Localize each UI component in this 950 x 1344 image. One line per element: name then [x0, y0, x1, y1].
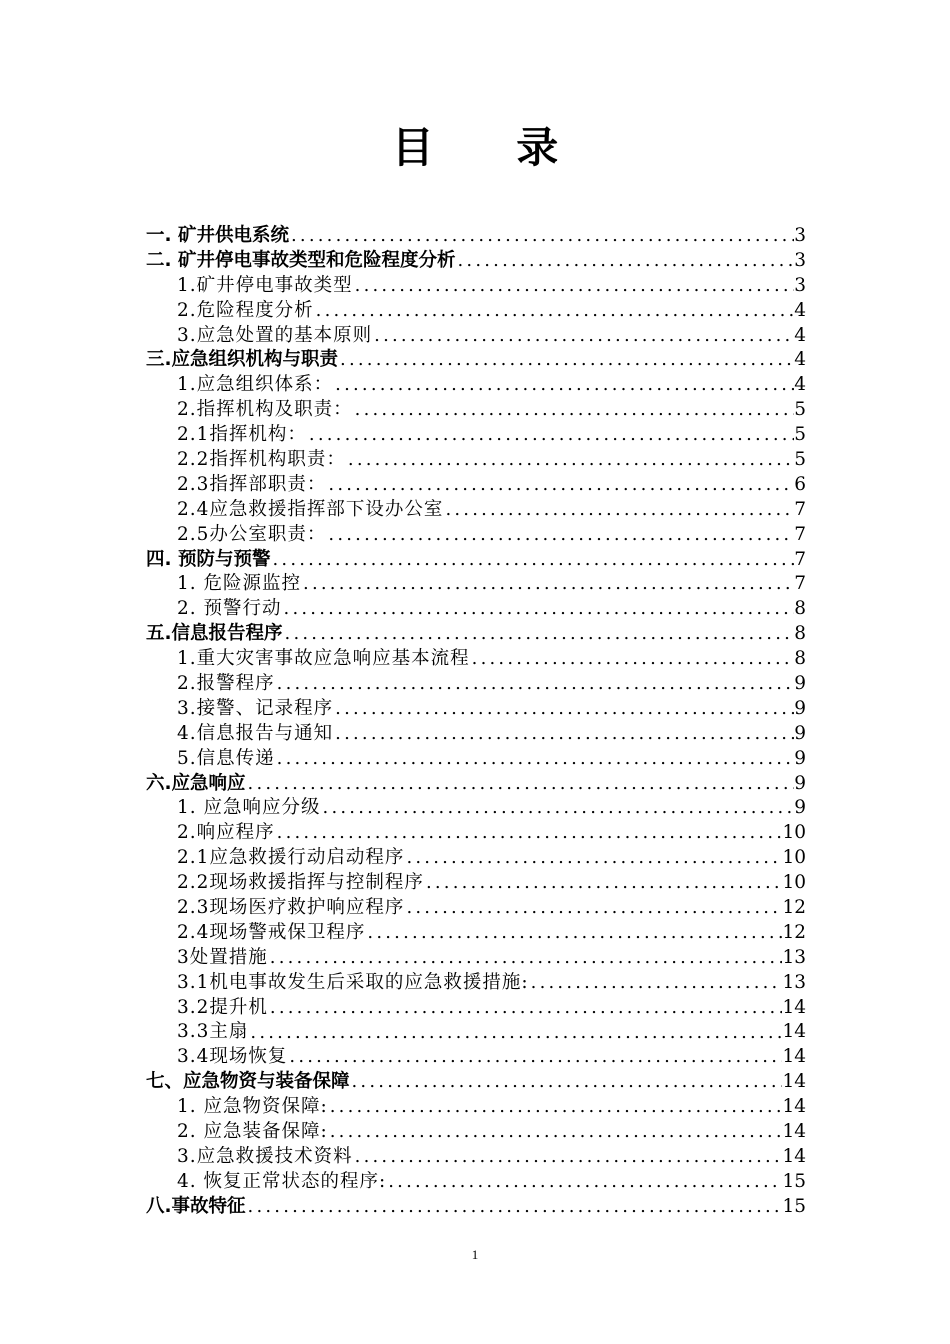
toc-entry-title: 5.信息传递: [177, 747, 275, 769]
toc-entry[interactable]: [146, 1170, 806, 1195]
toc-entry-title: 3.3主扇: [177, 1021, 249, 1043]
toc-entry-page: 14: [782, 1121, 806, 1143]
toc-entry-page: 4: [794, 324, 806, 346]
toc-entry[interactable]: [146, 224, 806, 249]
toc-entry[interactable]: [146, 1195, 806, 1220]
toc-entry-page: 15: [782, 1195, 806, 1217]
toc-entry-title: 八.事故特征: [146, 1195, 246, 1217]
toc-entry-title: 五.信息报告程序: [146, 623, 283, 645]
toc-entry-title: 六.应急响应: [146, 772, 246, 794]
dot-leader: [443, 498, 794, 523]
dot-leader: [246, 1195, 783, 1220]
toc-entry[interactable]: [146, 1021, 806, 1046]
toc-entry-title: 二. 矿井停电事故类型和危险程度分析: [146, 249, 456, 271]
dot-leader: [270, 548, 794, 573]
toc-entry-title: 1.重大灾害事故应急响应基本流程: [177, 648, 470, 670]
toc-entry[interactable]: [146, 996, 806, 1021]
toc-entry-page: 8: [794, 598, 806, 620]
toc-entry-title: 2.响应程序: [177, 822, 275, 844]
toc-entry-page: 14: [782, 1071, 806, 1093]
toc-entry[interactable]: [146, 722, 806, 747]
toc-entry-page: 3: [794, 249, 806, 271]
dot-leader: [338, 348, 794, 373]
toc-entry[interactable]: [146, 772, 806, 797]
toc-entry-page: 5: [794, 424, 806, 446]
toc-entry-title: 3.接警、记录程序: [177, 697, 334, 719]
toc-entry[interactable]: [146, 398, 806, 423]
toc-entry-title: 一. 矿井供电系统: [146, 224, 289, 246]
toc-entry-title: 2.2指挥机构职责：: [177, 449, 346, 470]
toc-entry[interactable]: [146, 846, 806, 871]
toc-entry[interactable]: [146, 622, 806, 647]
toc-entry-page: 4: [794, 349, 806, 371]
toc-entry-page: 4: [794, 374, 806, 396]
toc-entry[interactable]: [146, 1045, 806, 1070]
dot-leader: [404, 896, 782, 921]
toc-entry-page: 5: [794, 399, 806, 421]
toc-entry[interactable]: [146, 1095, 806, 1120]
toc-entry[interactable]: [146, 324, 806, 349]
toc-entry-title: 2.2现场救援指挥与控制程序: [177, 872, 424, 894]
toc-entry-title: 2. 预警行动: [177, 598, 282, 620]
toc-entry[interactable]: [146, 299, 806, 324]
toc-entry-page: 4: [794, 299, 806, 321]
dot-leader: [350, 1070, 783, 1095]
toc-entry-title: 3.2提升机: [177, 996, 268, 1018]
toc-entry[interactable]: [146, 1120, 806, 1145]
dot-leader: [333, 373, 794, 398]
toc-entry-title: 2.4应急救援指挥部下设办公室: [177, 498, 444, 520]
dot-leader: [268, 946, 783, 971]
toc-entry-title: 2.3现场医疗救护响应程序: [177, 897, 405, 919]
toc-entry-page: 9: [794, 747, 806, 769]
toc-entry-title: 2.3指挥部职责：: [177, 473, 327, 495]
dot-leader: [246, 772, 795, 797]
toc-entry[interactable]: [146, 473, 806, 498]
toc-entry-page: 15: [782, 1170, 806, 1192]
toc-entry-title: 2.1指挥机构：: [177, 424, 307, 446]
toc-entry[interactable]: [146, 796, 806, 821]
dot-leader: [289, 224, 794, 249]
toc-entry-page: 7: [794, 523, 806, 545]
dot-leader: [353, 274, 795, 299]
toc-entry[interactable]: [146, 896, 806, 921]
toc-entry-title: 七、应急物资与装备保障: [146, 1071, 350, 1093]
toc-entry-page: 7: [794, 548, 806, 570]
toc-entry-title: 2.5办公室职责：: [177, 523, 327, 545]
toc-entry-title: 1.矿井停电事故类型: [177, 274, 353, 296]
toc-entry-title: 3.1机电事故发生后采取的应急救援措施:: [177, 971, 529, 993]
toc-entry-title: 2.危险程度分析: [177, 299, 314, 321]
toc-entry[interactable]: [146, 672, 806, 697]
toc-entry[interactable]: [146, 498, 806, 523]
toc-entry-title: 2.报警程序: [177, 673, 275, 695]
toc-entry-page: 12: [782, 897, 806, 919]
toc-entry[interactable]: [146, 597, 806, 622]
dot-leader: [328, 1120, 783, 1145]
toc-entry-title: 1. 危险源监控: [177, 573, 302, 595]
toc-entry[interactable]: [146, 647, 806, 672]
dot-leader: [326, 473, 794, 498]
toc-entry-title: 3.应急救援技术资料: [177, 1145, 353, 1167]
dot-leader: [455, 249, 794, 274]
toc-entry[interactable]: [146, 373, 806, 398]
toc-entry-page: 3: [794, 274, 806, 296]
toc-entry-title: 3处置措施: [177, 946, 268, 968]
toc-entry-title: 四. 预防与预警: [146, 548, 271, 570]
toc-entry[interactable]: [146, 871, 806, 896]
toc-entry-page: 13: [782, 971, 806, 993]
toc-entry-page: 6: [794, 473, 806, 495]
dot-leader: [353, 398, 795, 423]
toc-entry[interactable]: [146, 971, 806, 996]
dot-leader: [283, 622, 795, 647]
toc-entry-title: 3.应急处置的基本原则: [177, 324, 373, 346]
toc-entry-page: 7: [794, 573, 806, 595]
toc-entry[interactable]: [146, 821, 806, 846]
toc-entry-title: 1.应急组织体系：: [177, 374, 334, 396]
toc-entry[interactable]: [146, 946, 806, 971]
page-title: 目 录: [391, 123, 593, 172]
dot-leader: [282, 597, 795, 622]
toc-entry-page: 9: [794, 697, 806, 719]
toc-entry[interactable]: [146, 697, 806, 722]
dot-leader: [275, 672, 795, 697]
dot-leader: [275, 747, 795, 772]
toc-entry-page: 10: [782, 847, 806, 869]
toc-entry-title: 4.信息报告与通知: [177, 722, 334, 744]
toc-entry[interactable]: [146, 1070, 806, 1095]
toc-entry[interactable]: [146, 921, 806, 946]
toc-entry[interactable]: [146, 747, 806, 772]
dot-leader: [346, 448, 794, 473]
toc-entry[interactable]: [146, 249, 806, 274]
toc-entry-page: 8: [794, 623, 806, 645]
toc-entry[interactable]: [146, 348, 806, 373]
toc-entry-title: 2.指挥机构及职责：: [177, 399, 353, 421]
toc-entry[interactable]: [146, 448, 806, 473]
toc-entry[interactable]: [146, 274, 806, 299]
dot-leader: [268, 996, 783, 1021]
dot-leader: [287, 1045, 782, 1070]
dot-leader: [365, 921, 782, 946]
dot-leader: [328, 1095, 783, 1120]
toc-entry-page: 14: [782, 1021, 806, 1043]
dot-leader: [529, 971, 783, 996]
dot-leader: [326, 523, 794, 548]
dot-leader: [333, 697, 794, 722]
toc-entry-title: 2. 应急装备保障:: [177, 1121, 328, 1143]
toc-entry-page: 14: [782, 1096, 806, 1118]
toc-entry-page: 13: [782, 946, 806, 968]
toc-entry-title: 4. 恢复正常状态的程序:: [177, 1170, 387, 1192]
page-number: 1: [471, 1247, 479, 1262]
dot-leader: [353, 1145, 783, 1170]
toc-entry[interactable]: [146, 548, 806, 573]
toc-entry-title: 1. 应急物资保障:: [177, 1096, 328, 1118]
dot-leader: [404, 846, 782, 871]
toc-entry-page: 7: [794, 498, 806, 520]
toc-entry-page: 9: [794, 772, 806, 794]
toc-entry-page: 9: [794, 722, 806, 744]
toc-entry-title: 2.1应急救援行动启动程序: [177, 847, 405, 869]
toc-entry-page: 12: [782, 921, 806, 943]
toc-entry[interactable]: [146, 1145, 806, 1170]
toc-entry-page: 14: [782, 1145, 806, 1167]
toc-entry-page: 5: [794, 449, 806, 470]
dot-leader: [424, 871, 783, 896]
dot-leader: [372, 324, 794, 349]
dot-leader: [248, 1021, 782, 1046]
toc-entry-title: 3.4现场恢复: [177, 1046, 288, 1068]
toc-entry-title: 三.应急组织机构与职责: [146, 349, 339, 371]
toc-entry-page: 3: [794, 224, 806, 246]
dot-leader: [333, 722, 794, 747]
toc-entry-page: 14: [782, 996, 806, 1018]
dot-leader: [470, 647, 795, 672]
toc-entry-title: 1. 应急响应分级: [177, 797, 321, 819]
dot-leader: [386, 1170, 782, 1195]
dot-leader: [314, 299, 795, 324]
toc-entry-page: 14: [782, 1046, 806, 1068]
dot-leader: [307, 423, 794, 448]
toc-entry[interactable]: [146, 423, 806, 448]
toc-entry-title: 2.4现场警戒保卫程序: [177, 921, 366, 943]
dot-leader: [321, 796, 795, 821]
dot-leader: [275, 821, 783, 846]
dot-leader: [301, 572, 794, 597]
table-of-contents: [146, 224, 806, 1220]
toc-entry-page: 10: [782, 822, 806, 844]
toc-entry-page: 8: [794, 648, 806, 670]
toc-entry-page: 10: [782, 872, 806, 894]
toc-entry-page: 9: [794, 673, 806, 695]
toc-entry-page: 9: [794, 797, 806, 819]
toc-entry[interactable]: [146, 523, 806, 548]
toc-entry[interactable]: [146, 572, 806, 597]
